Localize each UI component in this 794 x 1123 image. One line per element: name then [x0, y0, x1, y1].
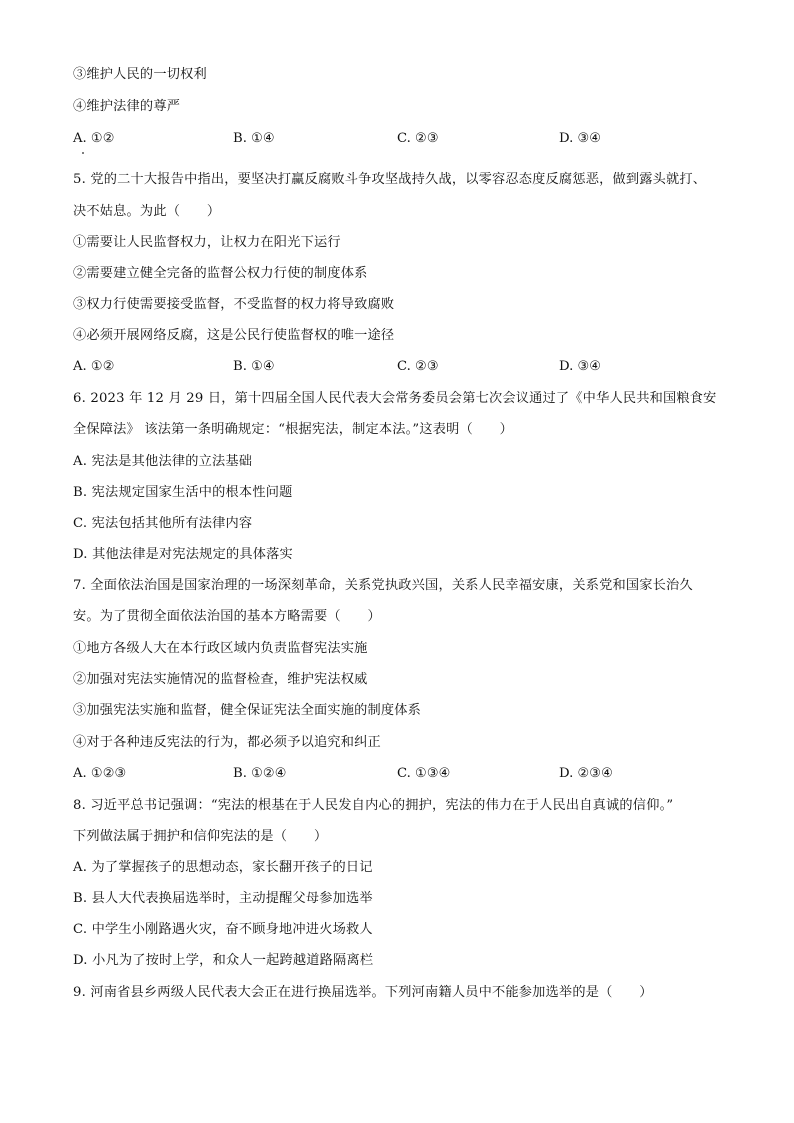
- q5-option-d: D. ③④: [559, 359, 602, 374]
- stray-dot: [82, 152, 84, 154]
- q5-option-c: C. ②③: [397, 359, 439, 374]
- q4-option-c: C. ②③: [397, 131, 439, 146]
- q7-option-a: A. ①②③: [73, 766, 127, 781]
- q8-option-a: A. 为了掌握孩子的思想动态，家长翻开孩子的日记: [73, 860, 373, 875]
- q5-option-a: A. ①②: [73, 359, 115, 374]
- q4-option-a: A. ①②: [73, 131, 115, 146]
- q4-option-d: D. ③④: [559, 131, 602, 146]
- q5-option-b: B. ①④: [233, 359, 275, 374]
- q6-option-c: C. 宪法包括其他所有法律内容: [73, 516, 253, 531]
- q6-option-d: D. 其他法律是对宪法规定的具体落实: [73, 547, 293, 562]
- q8-stem-line-2: 下列做法属于拥护和信仰宪法的是（ ）: [73, 829, 328, 844]
- q4-item-3: ③维护人民的一切权利: [73, 67, 207, 82]
- q7-item-4: ④对于各种违反宪法的行为，都必须予以追究和纠正: [73, 735, 381, 750]
- q7-item-2: ②加强对宪法实施情况的监督检查，维护宪法权威: [73, 672, 368, 687]
- q8-stem-line-1: 8. 习近平总书记强调：“宪法的根基在于人民发自内心的拥护，宪法的伟力在于人民出自真诚的信仰。”: [73, 798, 674, 813]
- q8-option-c: C. 中学生小刚路遇火灾，奋不顾身地冲进火场救人: [73, 922, 373, 937]
- q7-stem-line-2: 安。为了贯彻全面依法治国的基本方略需要（ ）: [73, 609, 381, 624]
- q6-stem-line-2: 全保障法》 该法第一条明确规定：“根据宪法，制定本法。”这表明（ ）: [73, 422, 514, 437]
- q5-stem-line-1: 5. 党的二十大报告中指出，要坚决打赢反腐败斗争攻坚战持久战，以零容忍态度反腐惩恶，做到露头就打、: [73, 172, 707, 187]
- q4-item-4: ④维护法律的尊严: [73, 99, 181, 114]
- q7-option-d: D. ②③④: [559, 766, 613, 781]
- q6-option-a: A. 宪法是其他法律的立法基础: [73, 454, 253, 469]
- q7-stem-line-1: 7. 全面依法治国是国家治理的一场深刻革命，关系党执政兴国，关系人民幸福安康，关系党和国家长治久: [73, 578, 693, 593]
- q5-item-3: ③权力行使需要接受监督，不受监督的权力将导致腐败: [73, 297, 395, 312]
- q8-option-b: B. 县人大代表换届选举时，主动提醒父母参加选举: [73, 891, 373, 906]
- q5-item-4: ④必须开展网络反腐，这是公民行使监督权的唯一途径: [73, 328, 395, 343]
- q4-option-b: B. ①④: [233, 131, 275, 146]
- q6-option-b: B. 宪法规定国家生活中的根本性问题: [73, 485, 293, 500]
- q9-stem-line-1: 9. 河南省县乡两级人民代表大会正在进行换届选举。下列河南籍人员中不能参加选举的是（ ）: [73, 985, 653, 1000]
- q7-option-c: C. ①③④: [397, 766, 451, 781]
- q8-option-d: D. 小凡为了按时上学，和众人一起跨越道路隔离栏: [73, 953, 374, 968]
- q5-item-1: ①需要让人民监督权力，让权力在阳光下运行: [73, 235, 341, 250]
- q7-option-b: B. ①②④: [233, 766, 287, 781]
- q5-stem-line-2: 决不姑息。为此（ ）: [73, 204, 221, 219]
- q5-item-2: ②需要建立健全完备的监督公权力行使的制度体系: [73, 266, 368, 281]
- q7-item-1: ①地方各级人大在本行政区域内负责监督宪法实施: [73, 641, 368, 656]
- q6-stem-line-1: 6. 2023 年 12 月 29 日，第十四届全国人民代表大会常务委员会第七次会议通过了《中华人民共和国粮食安: [73, 391, 717, 406]
- q7-item-3: ③加强宪法实施和监督，健全保证宪法全面实施的制度体系: [73, 703, 422, 718]
